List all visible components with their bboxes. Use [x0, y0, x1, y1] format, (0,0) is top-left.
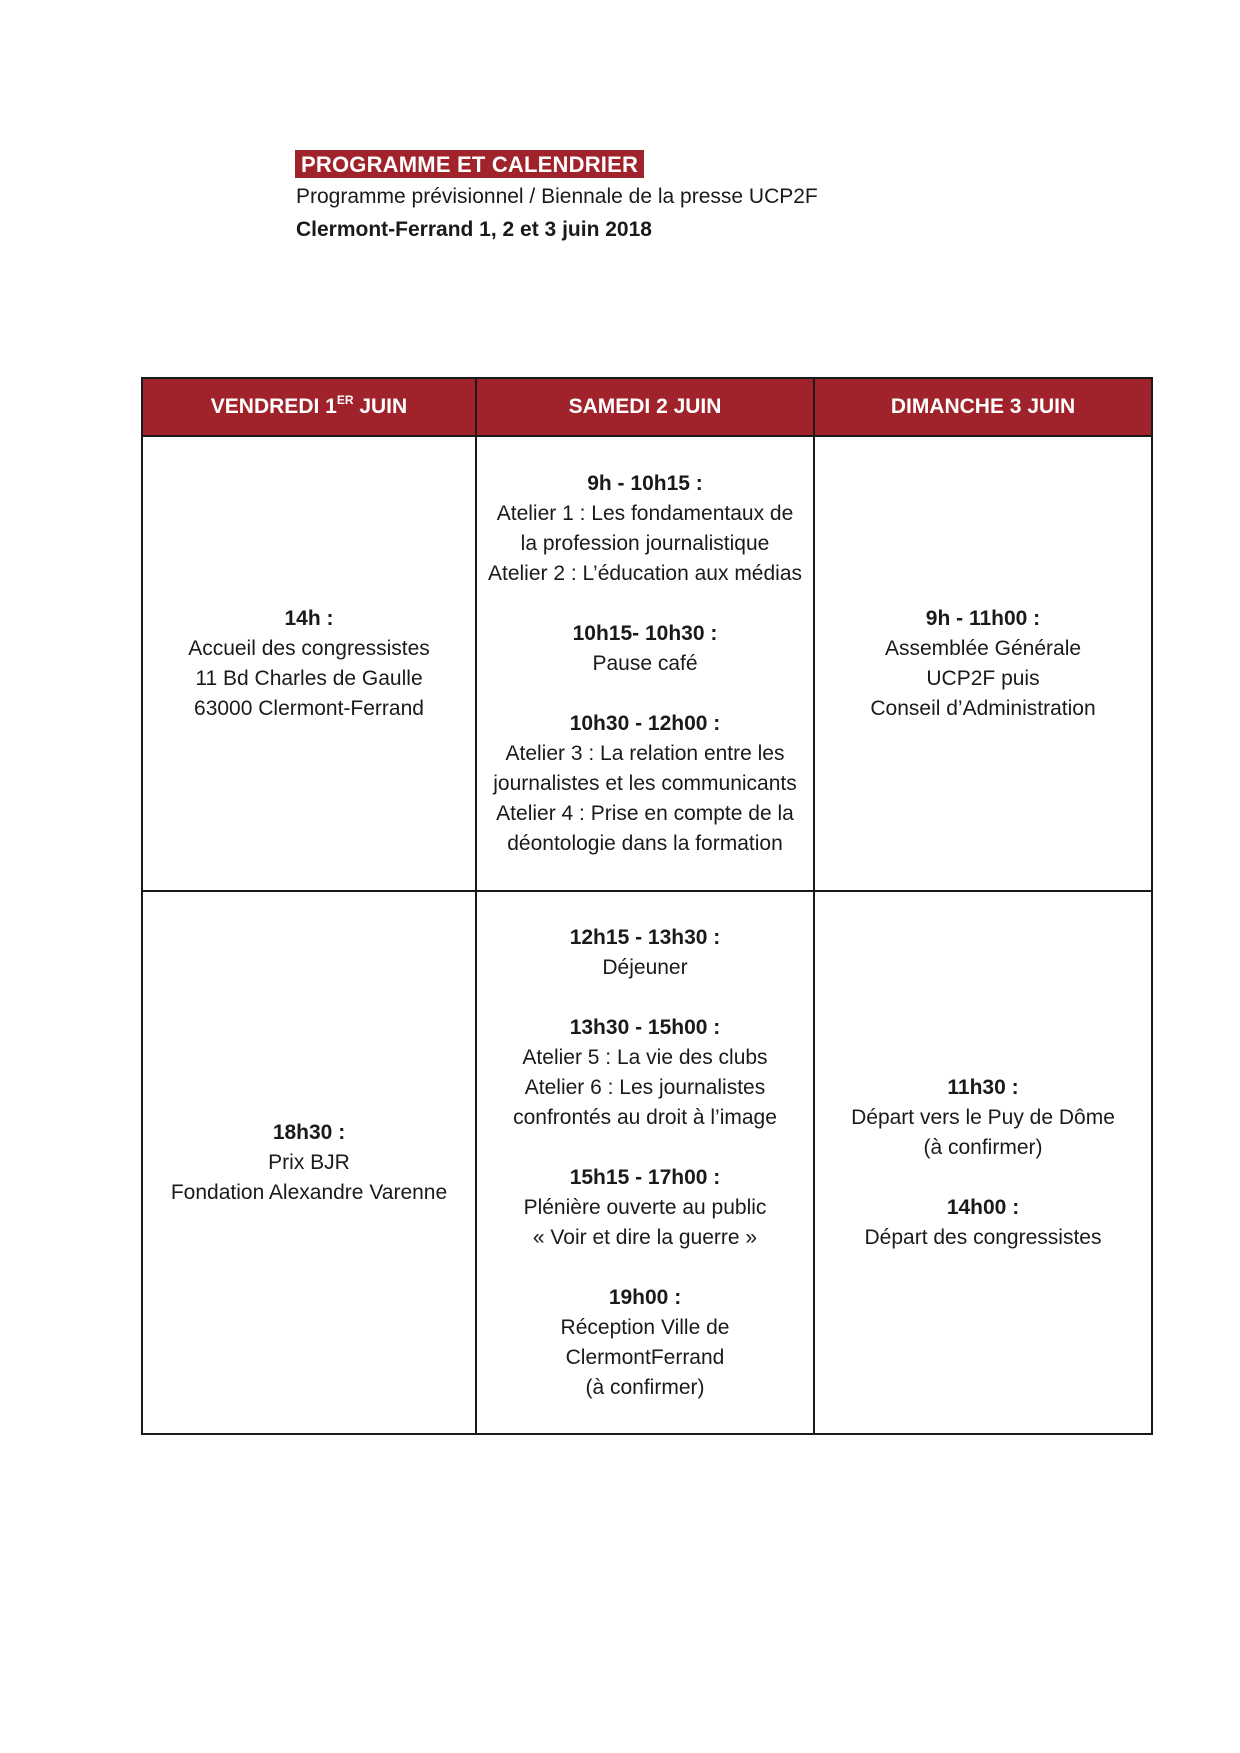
slot-time: 19h00 : — [608, 1285, 682, 1309]
slot-line: déontologie dans la formation — [507, 831, 783, 855]
cell-friday-afternoon — [142, 891, 476, 1434]
slot-line: Atelier 5 : La vie des clubs — [522, 1045, 768, 1069]
column-header-sunday: DIMANCHE 3 JUIN — [814, 378, 1152, 436]
slot-line: la profession journalistique — [520, 531, 770, 555]
slot-line: Atelier 1 : Les fondamentaux de — [496, 501, 794, 525]
schedule-header-row — [142, 378, 1152, 436]
schedule-table — [141, 377, 1153, 1435]
schedule-row-afternoon — [142, 891, 1152, 1434]
cell-sunday-morning — [814, 436, 1152, 891]
slot-line: (à confirmer) — [923, 1135, 1043, 1159]
slot-time: 9h - 10h15 : — [587, 471, 703, 495]
slot-line: (à confirmer) — [585, 1375, 705, 1399]
slot-time: 10h15- 10h30 : — [572, 621, 718, 645]
time-slot — [149, 1118, 469, 1208]
slot-line: Fondation Alexandre Varenne — [170, 1180, 448, 1204]
cell-sunday-afternoon — [814, 891, 1152, 1434]
slot-line: Accueil des congressistes — [188, 636, 430, 660]
slot-line: Atelier 4 : Prise en compte de la — [496, 801, 794, 825]
time-slot — [483, 619, 807, 679]
time-slot — [483, 1163, 807, 1253]
slot-time: 13h30 - 15h00 : — [569, 1015, 721, 1039]
slot-line: Assemblée Générale — [884, 636, 1082, 660]
slot-line: Déjeuner — [602, 955, 688, 979]
slot-line: Départ des congressistes — [864, 1225, 1102, 1249]
slot-line: Atelier 2 : L’éducation aux médias — [487, 561, 803, 585]
cell-saturday-afternoon — [476, 891, 814, 1434]
slot-line: Départ vers le Puy de Dôme — [851, 1105, 1115, 1129]
slot-time: 10h30 - 12h00 : — [569, 711, 721, 735]
slot-line: confrontés au droit à l’image — [513, 1105, 777, 1129]
slot-line: journalistes et les communicants — [493, 771, 797, 795]
cell-friday-morning — [142, 436, 476, 891]
time-slot — [483, 469, 807, 589]
slot-line: 11 Bd Charles de Gaulle — [195, 666, 423, 690]
document-title: PROGRAMME ET CALENDRIER — [295, 150, 644, 178]
slot-line: 63000 Clermont-Ferrand — [194, 696, 424, 720]
event-location-dates: Clermont-Ferrand 1, 2 et 3 juin 2018 — [296, 218, 652, 241]
slot-line: Atelier 3 : La relation entre les — [505, 741, 785, 765]
time-slot — [821, 1073, 1145, 1163]
time-slot — [483, 1013, 807, 1133]
slot-line: Pause café — [592, 651, 698, 675]
document-subtitle: Programme prévisionnel / Biennale de la presse UCP2F — [296, 185, 818, 208]
slot-line: UCP2F puis — [926, 666, 1040, 690]
slot-time: 9h - 11h00 : — [925, 606, 1041, 630]
slot-line: Prix BJR — [268, 1150, 350, 1174]
slot-time: 14h00 : — [946, 1195, 1020, 1219]
slot-time: 15h15 - 17h00 : — [569, 1165, 721, 1189]
time-slot — [821, 1193, 1145, 1253]
document-header — [295, 150, 818, 243]
slot-line: Réception Ville de — [560, 1315, 730, 1339]
cell-saturday-morning — [476, 436, 814, 891]
slot-line: Conseil d’Administration — [870, 696, 1096, 720]
time-slot — [483, 1283, 807, 1403]
slot-line: « Voir et dire la guerre » — [532, 1225, 758, 1249]
slot-line: Plénière ouverte au public — [523, 1195, 767, 1219]
slot-time: 12h15 - 13h30 : — [569, 925, 721, 949]
slot-line: ClermontFerrand — [565, 1345, 725, 1369]
column-header-friday: VENDREDI 1ER JUIN — [142, 378, 476, 436]
slot-time: 14h : — [284, 606, 334, 630]
slot-time: 18h30 : — [272, 1120, 346, 1144]
slot-time: 11h30 : — [947, 1075, 1019, 1099]
column-header-saturday: SAMEDI 2 JUIN — [476, 378, 814, 436]
time-slot — [149, 604, 469, 724]
time-slot — [821, 604, 1145, 724]
time-slot — [483, 709, 807, 859]
schedule-row-morning — [142, 436, 1152, 891]
time-slot — [483, 923, 807, 983]
slot-line: Atelier 6 : Les journalistes — [524, 1075, 766, 1099]
